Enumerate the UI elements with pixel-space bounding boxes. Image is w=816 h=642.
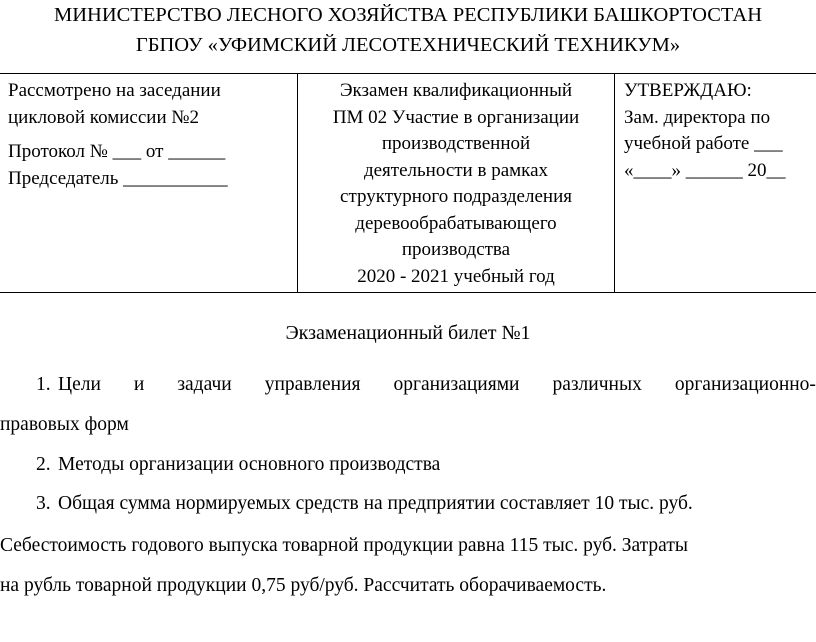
question-1-word: задачи [177, 374, 232, 395]
exam-info-cell [298, 78, 614, 290]
table-bottom-border [0, 292, 816, 293]
approval-date-line: «____» ______ 20__ [624, 159, 786, 181]
question-3-line-1: Общая сумма нормируемых средств на предприятии составляет 10 тыс. руб. [58, 493, 693, 514]
question-1-word: различных [552, 374, 642, 395]
exam-line-7: производства [401, 239, 511, 260]
question-3-line-3: на рубль товарной продукции 0,75 руб/руб. Рассчитать оборачиваемость. [0, 575, 607, 596]
exam-line-1: Экзамен квалификационный [340, 80, 572, 101]
ticket-title: Экзаменационный билет №1 [285, 322, 531, 344]
table-top-border [0, 73, 816, 74]
question-1-word: и [133, 374, 145, 395]
exam-line-4: деятельности в рамках [363, 159, 549, 181]
question-1-word: организационно- [674, 374, 816, 395]
question-2 [36, 450, 440, 480]
approve-heading: УТВЕРЖДАЮ: [624, 80, 752, 101]
question-2-number: 2. [36, 454, 51, 475]
approval-cell [624, 78, 816, 184]
institution-title: ГБПОУ «УФИМСКИЙ ЛЕСОТЕХНИЧЕСКИЙ ТЕХНИКУМ» [135, 34, 681, 56]
table-divider-right [614, 73, 615, 293]
exam-line-5: структурного подразделения [340, 186, 572, 207]
question-1-word: Цели [58, 374, 101, 395]
question-1-number-word [36, 370, 101, 400]
commission-line-2: цикловой комиссии №2 [8, 106, 199, 128]
question-1-continuation: правовых форм [0, 414, 129, 435]
protocol-line: Протокол № ___ от ______ [8, 141, 226, 162]
question-3-line-2: Себестоимость годового выпуска товарной продукции равна 115 тыс. руб. Затраты [0, 535, 688, 556]
commission-cell [8, 78, 294, 192]
question-3 [36, 489, 693, 519]
ministry-title: МИНИСТЕРСТВО ЛЕСНОГО ХОЗЯЙСТВА РЕСПУБЛИКИ БАШКОРТОСТАН [53, 4, 762, 26]
approver-line-2: учебной работе ___ [624, 133, 783, 154]
chairman-line: Председатель ___________ [8, 167, 228, 189]
question-1 [36, 370, 816, 400]
question-3-number: 3. [36, 493, 51, 514]
exam-line-3: производственной [381, 133, 531, 154]
exam-line-2: ПМ 02 Участие в организации [332, 106, 580, 128]
question-2-text: Методы организации основного производства [58, 454, 441, 475]
question-1-number: 1. [36, 374, 51, 395]
question-1-word: организациями [393, 374, 520, 395]
academic-year: 2020 - 2021 учебный год [357, 265, 555, 287]
approver-line-1: Зам. директора по [624, 106, 771, 128]
document-header [0, 0, 816, 60]
question-1-word: управления [264, 374, 361, 395]
exam-line-6: деревообрабатывающего [355, 212, 557, 234]
commission-line-1: Рассмотрено на заседании [8, 80, 221, 101]
